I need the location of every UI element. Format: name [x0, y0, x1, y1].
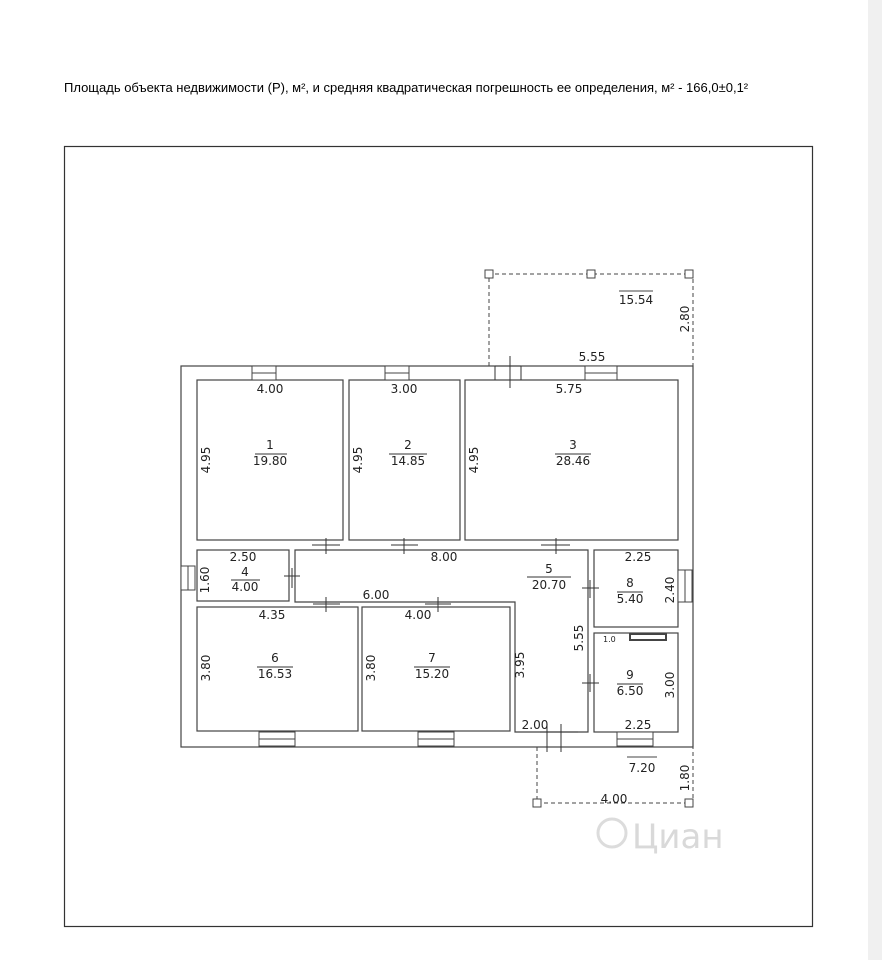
room-9-note: 1.0	[603, 635, 616, 644]
terrace-top-width: 5.55	[578, 350, 606, 364]
room-9-area: 6.50	[616, 684, 644, 698]
terrace-top-height: 2.80	[678, 305, 692, 333]
room-5-height: 5.55	[572, 624, 586, 652]
room-2-width: 3.00	[390, 382, 418, 396]
room-6-area: 16.53	[257, 667, 293, 681]
room-6-height: 3.80	[199, 654, 213, 682]
room-8-number: 8	[626, 576, 634, 590]
room-6-number: 6	[271, 651, 279, 665]
room-5-width-2: 6.00	[362, 588, 390, 602]
room-8-width: 2.25	[624, 550, 652, 564]
room-4-area: 4.00	[231, 580, 259, 594]
room-4-height: 1.60	[198, 566, 212, 594]
terrace-bottom-area: 7.20	[628, 761, 656, 775]
terrace-top-area: 15.54	[618, 293, 654, 307]
room-7-width: 4.00	[404, 608, 432, 622]
room-5-width: 8.00	[430, 550, 458, 564]
scrollbar[interactable]	[868, 0, 882, 960]
room-2-height: 4.95	[351, 446, 365, 474]
room-4-width: 2.50	[229, 550, 257, 564]
watermark-text: Циан	[632, 817, 724, 857]
room-7-area: 15.20	[414, 667, 450, 681]
room-5-area: 20.70	[531, 578, 567, 592]
room-1-height: 4.95	[199, 446, 213, 474]
room-9-height: 3.00	[663, 671, 677, 699]
room-3-width: 5.75	[555, 382, 583, 396]
room-2-number: 2	[404, 438, 412, 452]
title-text: Площадь объекта недвижимости (Р), м², и средняя квадратическая погрешность ее определения, м² - 166,0±0,1²	[64, 80, 749, 95]
terrace-bottom-height: 1.80	[678, 764, 692, 792]
room-1-number: 1	[266, 438, 274, 452]
room-9-number: 9	[626, 668, 634, 682]
watermark	[598, 817, 724, 857]
room-4-number: 4	[241, 565, 249, 579]
room-3-number: 3	[569, 438, 577, 452]
room-3-area: 28.46	[555, 454, 591, 468]
room-7-number: 7	[428, 651, 436, 665]
room-1-area: 19.80	[252, 454, 288, 468]
room-6-width: 4.35	[258, 608, 286, 622]
room-2-area: 14.85	[390, 454, 426, 468]
terrace-bottom-width: 4.00	[600, 792, 628, 806]
room-3-height: 4.95	[467, 446, 481, 474]
room-1-width: 4.00	[256, 382, 284, 396]
room-8-height: 2.40	[663, 576, 677, 604]
room-8-area: 5.40	[616, 592, 644, 606]
room-5-bottom-width: 2.00	[521, 718, 549, 732]
room-7-height: 3.80	[364, 654, 378, 682]
room-5-number: 5	[545, 562, 553, 576]
room-9-width: 2.25	[624, 718, 652, 732]
room-5-height-2: 3.95	[513, 651, 527, 679]
